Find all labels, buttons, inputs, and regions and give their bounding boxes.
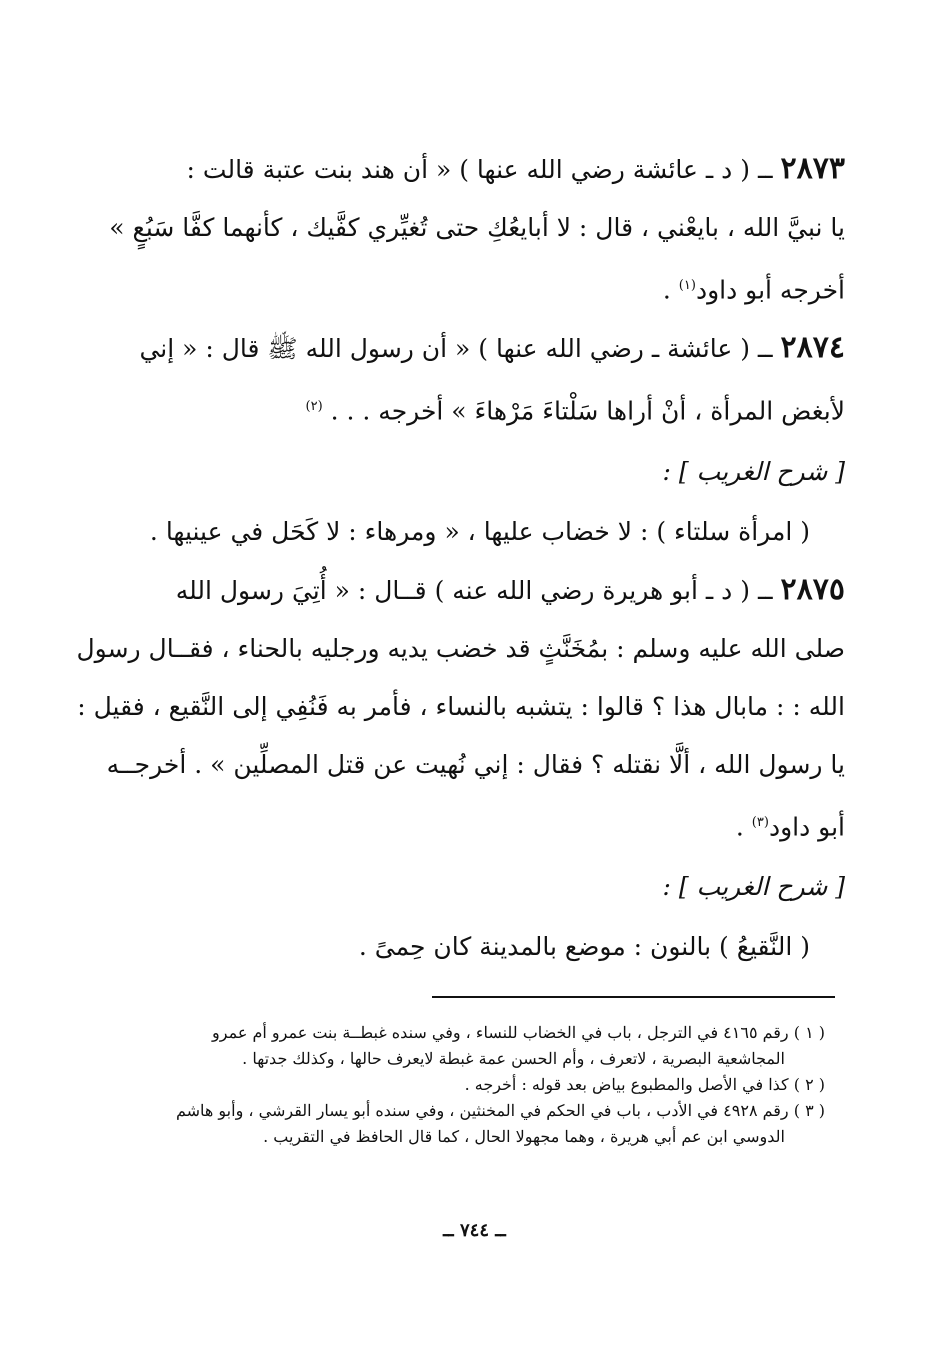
hadith-text: أبو داود [768, 811, 845, 841]
footnote-ref: (٣) [751, 814, 769, 830]
footnote-2: ( ٢ ) كذا في الأصل والمطبوع بياض بعد قوله : أخرجه . [464, 1075, 825, 1094]
page-number: ــ ٧٤٤ ــ [443, 1220, 506, 1241]
hadith-2874-line-1 [95, 319, 845, 378]
glossary-heading: [ شرح الغريب ] : [662, 871, 845, 901]
period: . [662, 275, 671, 305]
footnote-separator [432, 996, 835, 998]
footnote-ref: (١) [678, 278, 696, 293]
hadith-text: ــ ( عائشة ـ رضي الله عنها ) « أن رسول الله ﷺ قال : « إني [139, 334, 773, 364]
hadith-2873-line-1 [95, 140, 845, 199]
main-text [76, 140, 845, 976]
hadith-2875-line-2: صلى الله عليه وسلم : بمُخَنَّثٍ قد خضب يديه ورجليه بالحناء ، فقــال رسول [76, 633, 845, 663]
hadith-text: أخرجه أبو داود [695, 275, 845, 305]
hadith-number: ٢٨٧٣ [780, 151, 845, 186]
hadith-2875-line-1 [95, 561, 845, 620]
hadith-2874-line-2 [95, 378, 845, 440]
period: . [735, 811, 744, 841]
hadith-text: ــ ( د ـ عائشة رضي الله عنها ) « أن هند بنت عتبة قالت : [186, 155, 773, 184]
hadith-2875-line-3: الله : : مابال هذا ؟ قالوا : يتشبه بالنساء ، فأمر به فَنُفِي إلى النَّقيع ، فقيل : [77, 691, 845, 721]
glossary-heading: [ شرح الغريب ] : [662, 456, 845, 486]
hadith-2873-line-2: يا نبيَّ الله ، بايعْني ، قال : لا أبايعُكِ حتى تُغيِّري كفَّيك ، كأنهما كفَّا سَبُعٍ » [109, 213, 845, 242]
footnote-1: ( ١ ) رقم ٤١٦٥ في الترجل ، باب في الخضاب للنساء ، وفي سنده غبطــة بنت عمرو أم عمرو [212, 1023, 825, 1042]
footnote-1-cont: المجاشعية البصرية ، لاتعرف ، وأم الحسن عمة غبطة لايعرف حالها ، وكذلك جدتها . [242, 1049, 785, 1068]
hadith-2875-line-4: يا رسول الله ، ألَّا نقتله ؟ فقال : إني نُهيت عن قتل المصلِّين » . أخرجــه [106, 749, 845, 779]
hadith-2875-line-5 [95, 794, 845, 856]
hadith-text: لأبغض المرأة ، أنْ أراها سَلْتاءَ مَرْهاءَ » أخرجه . . . [330, 396, 845, 426]
hadith-text: ــ ( د ـ أبو هريرة رضي الله عنه ) قــال : « أُتِيَ رسول الله [175, 575, 773, 605]
glossary-entry: ( النَّقيعُ ) بالنون : موضع بالمدينة كان حِمىً . [358, 931, 810, 961]
glossary-entry: ( امرأة سلتاء ) : لا خضاب عليها ، « ومرهاء : لا كَحَل في عينيها . [149, 516, 810, 546]
footnote-3: ( ٣ ) رقم ٤٩٢٨ في الأدب ، باب في الحكم في المخنثين ، وفي سنده أبو يسار القرشي ، وأبو هاشم [175, 1101, 825, 1120]
hadith-number: ٢٨٧٤ [780, 330, 845, 366]
hadith-2873-line-3 [95, 257, 845, 319]
footnote-ref: (٢) [305, 399, 323, 415]
footnotes [95, 1020, 825, 1150]
footnote-3-cont: الدوسي ابن عم أبي هريرة ، وهما مجهولا الحال ، كما قال الحافظ في التقريب . [263, 1127, 785, 1146]
hadith-number: ٢٨٧٥ [780, 571, 845, 607]
